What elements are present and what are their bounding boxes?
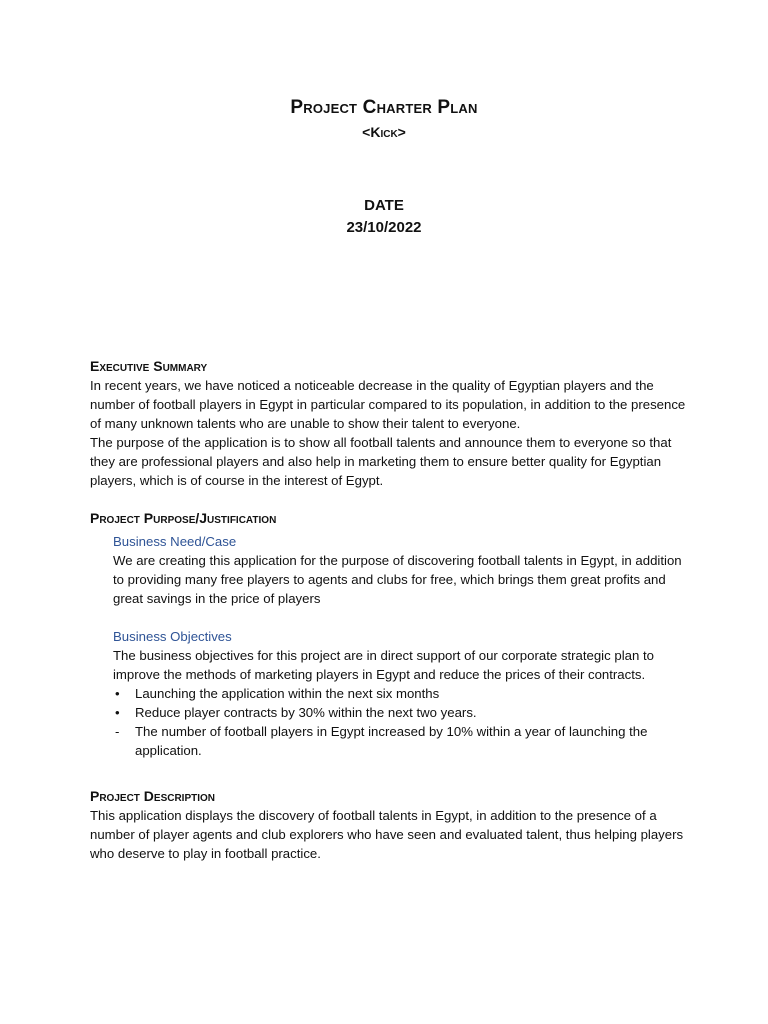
bullet-mark: • <box>115 705 120 720</box>
project-description-section <box>90 786 690 863</box>
list-item <box>113 722 690 760</box>
executive-summary-heading: Executive Summary <box>90 358 208 374</box>
executive-summary-paragraph-1: In recent years, we have noticed a noticeable decrease in the quality of Egyptian players and the number of football players in Egypt in particular compared to its population, in addition to the presence of many unknown talents who are unable to show their talent to everyone. <box>90 378 686 431</box>
dash-mark: - <box>115 724 120 739</box>
project-purpose-heading: Project Purpose/Justification <box>90 510 277 526</box>
business-objectives-heading: Business Objectives <box>113 629 232 644</box>
list-item <box>113 684 690 703</box>
list-item-text: Reduce player contracts by 30% within the next two years. <box>135 705 477 720</box>
date-block <box>0 195 768 239</box>
title-block <box>0 96 768 142</box>
date-value: 23/10/2022 <box>346 219 422 236</box>
executive-summary-section <box>90 356 690 490</box>
business-objectives-text: The business objectives for this project are in direct support of our corporate strategic plan to improve the methods of marketing players in Egypt and reduce the prices of their contracts. <box>113 648 654 682</box>
document-content <box>90 356 690 863</box>
business-need-text: We are creating this application for the purpose of discovering football talents in Egypt, in addition to providing many free players to agents and clubs for free, which brings them great profits and great savings in the price of players <box>113 553 682 606</box>
objectives-list <box>113 684 690 760</box>
date-label: DATE <box>364 197 404 214</box>
project-name: <Kick> <box>362 124 406 140</box>
project-description-text: This application displays the discovery of football talents in Egypt, in addition to the presence of a number of player agents and club explorers who have seen and evaluated talent, thus helping players who deserve to play in football practice. <box>90 808 684 861</box>
bullet-mark: • <box>115 686 120 701</box>
list-item-text: Launching the application within the next six months <box>135 686 440 701</box>
business-need-block <box>90 528 690 608</box>
document-title: Project Charter Plan <box>290 97 478 118</box>
executive-summary-paragraph-2: The purpose of the application is to show all football talents and announce them to everyone so that they are professional players and also help in marketing them to ensure better quality for Egyptian players, which is of course in the interest of Egypt. <box>90 435 672 488</box>
business-objectives-block <box>90 627 690 760</box>
project-description-heading: Project Description <box>90 788 216 804</box>
list-item-text: The number of football players in Egypt increased by 10% within a year of launching the application. <box>135 724 648 758</box>
business-need-heading: Business Need/Case <box>113 534 237 549</box>
project-purpose-section <box>90 508 690 760</box>
list-item <box>113 703 690 722</box>
